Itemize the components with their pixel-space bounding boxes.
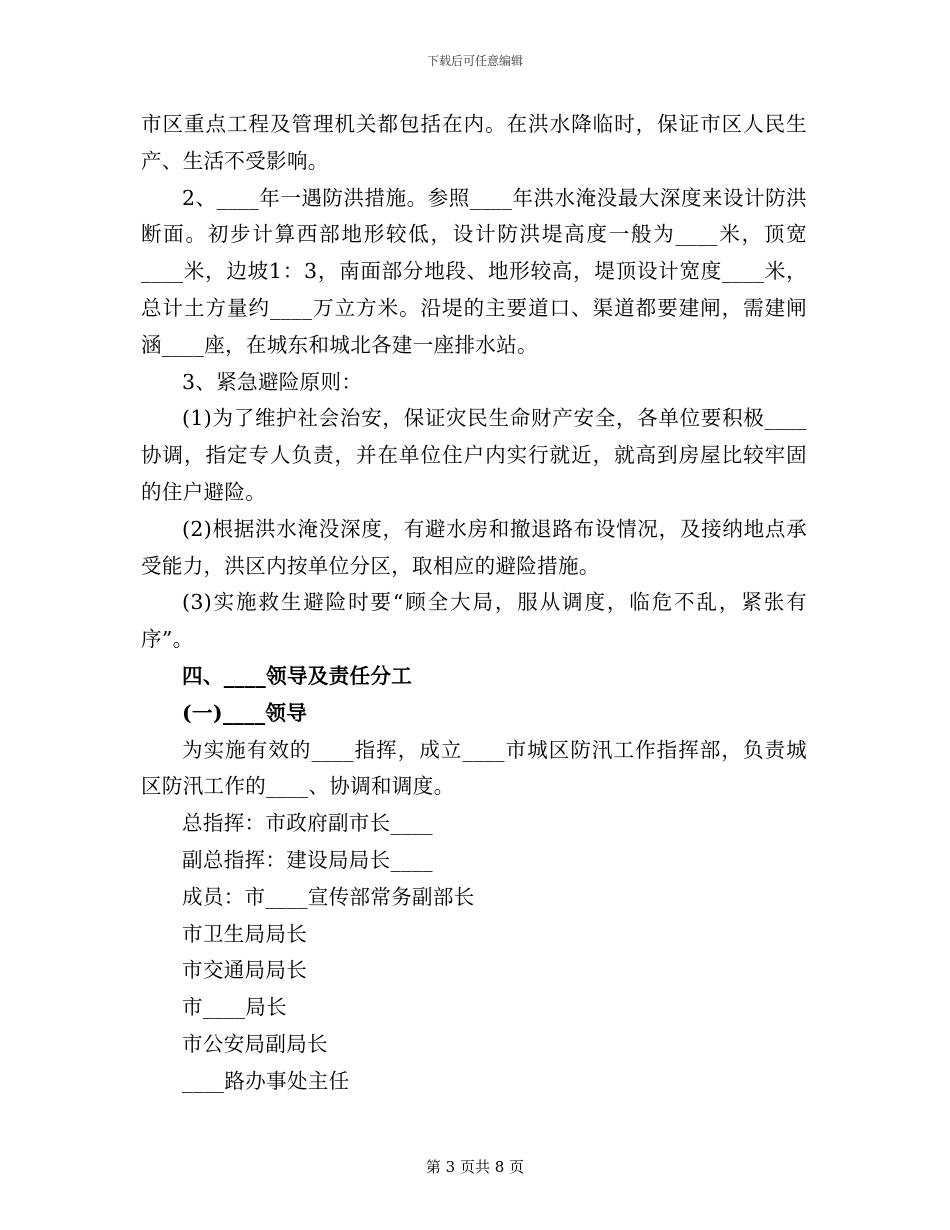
- list-item: (1)为了维护社会治安，保证灾民生命财产安全，各单位要积极____协调，指定专人负责，并在单位住户内实行就近，就高到房屋比较牢固的住户避险。: [141, 406, 807, 504]
- member-line: 成员：市____宣传部常务副部长: [182, 884, 475, 909]
- member-line: 市公安局副局长: [182, 1031, 328, 1056]
- list-item: (3)实施救生避险时要“顾全大局，服从调度，临危不乱，紧张有序”。: [141, 590, 807, 652]
- member-line: 总指挥：市政府副市长____: [182, 811, 433, 836]
- paragraph: 市区重点工程及管理机关都包括在内。在洪水降临时，保证市区人民生产、生活不受影响。: [141, 112, 807, 173]
- subsection-heading: (一)____领导: [182, 700, 308, 725]
- document-body: [141, 106, 807, 1100]
- member-line: 副总指挥：建设局局长____: [182, 847, 433, 872]
- page-header: 下载后可任意编辑: [426, 54, 523, 68]
- paragraph: 2、____年一遇防洪措施。参照____年洪水淹没最大深度来设计防洪断面。初步计算西部地形较低，设计防洪堤高度一般为____米，顶宽____米，边坡1：3，南面部分地段、地形较高，堤顶设计宽度____米，总计土方量约____万立方米。沿堤的主要道口、渠道都要建闸，需建闸涵____座，在城东和城北各建一座排水站。: [141, 185, 807, 357]
- member-line: ____路办事处主任: [182, 1068, 350, 1093]
- page-footer: 第 3 页共 8 页: [425, 1158, 525, 1176]
- section-heading: 四、____领导及责任分工: [182, 663, 413, 688]
- list-item: (2)根据洪水淹没深度，有避水房和撤退路布设情况，及接纳地点承受能力，洪区内按单位分区，取相应的避险措施。: [141, 516, 807, 578]
- paragraph: 为实施有效的____指挥，成立____市城区防汛工作指挥部，负责城区防汛工作的____、协调和调度。: [141, 737, 807, 799]
- member-line: 市卫生局局长: [182, 921, 308, 946]
- paragraph: 3、紧急避险原则：: [182, 369, 363, 394]
- member-line: 市____局长: [182, 995, 287, 1020]
- member-line: 市交通局局长: [182, 958, 308, 983]
